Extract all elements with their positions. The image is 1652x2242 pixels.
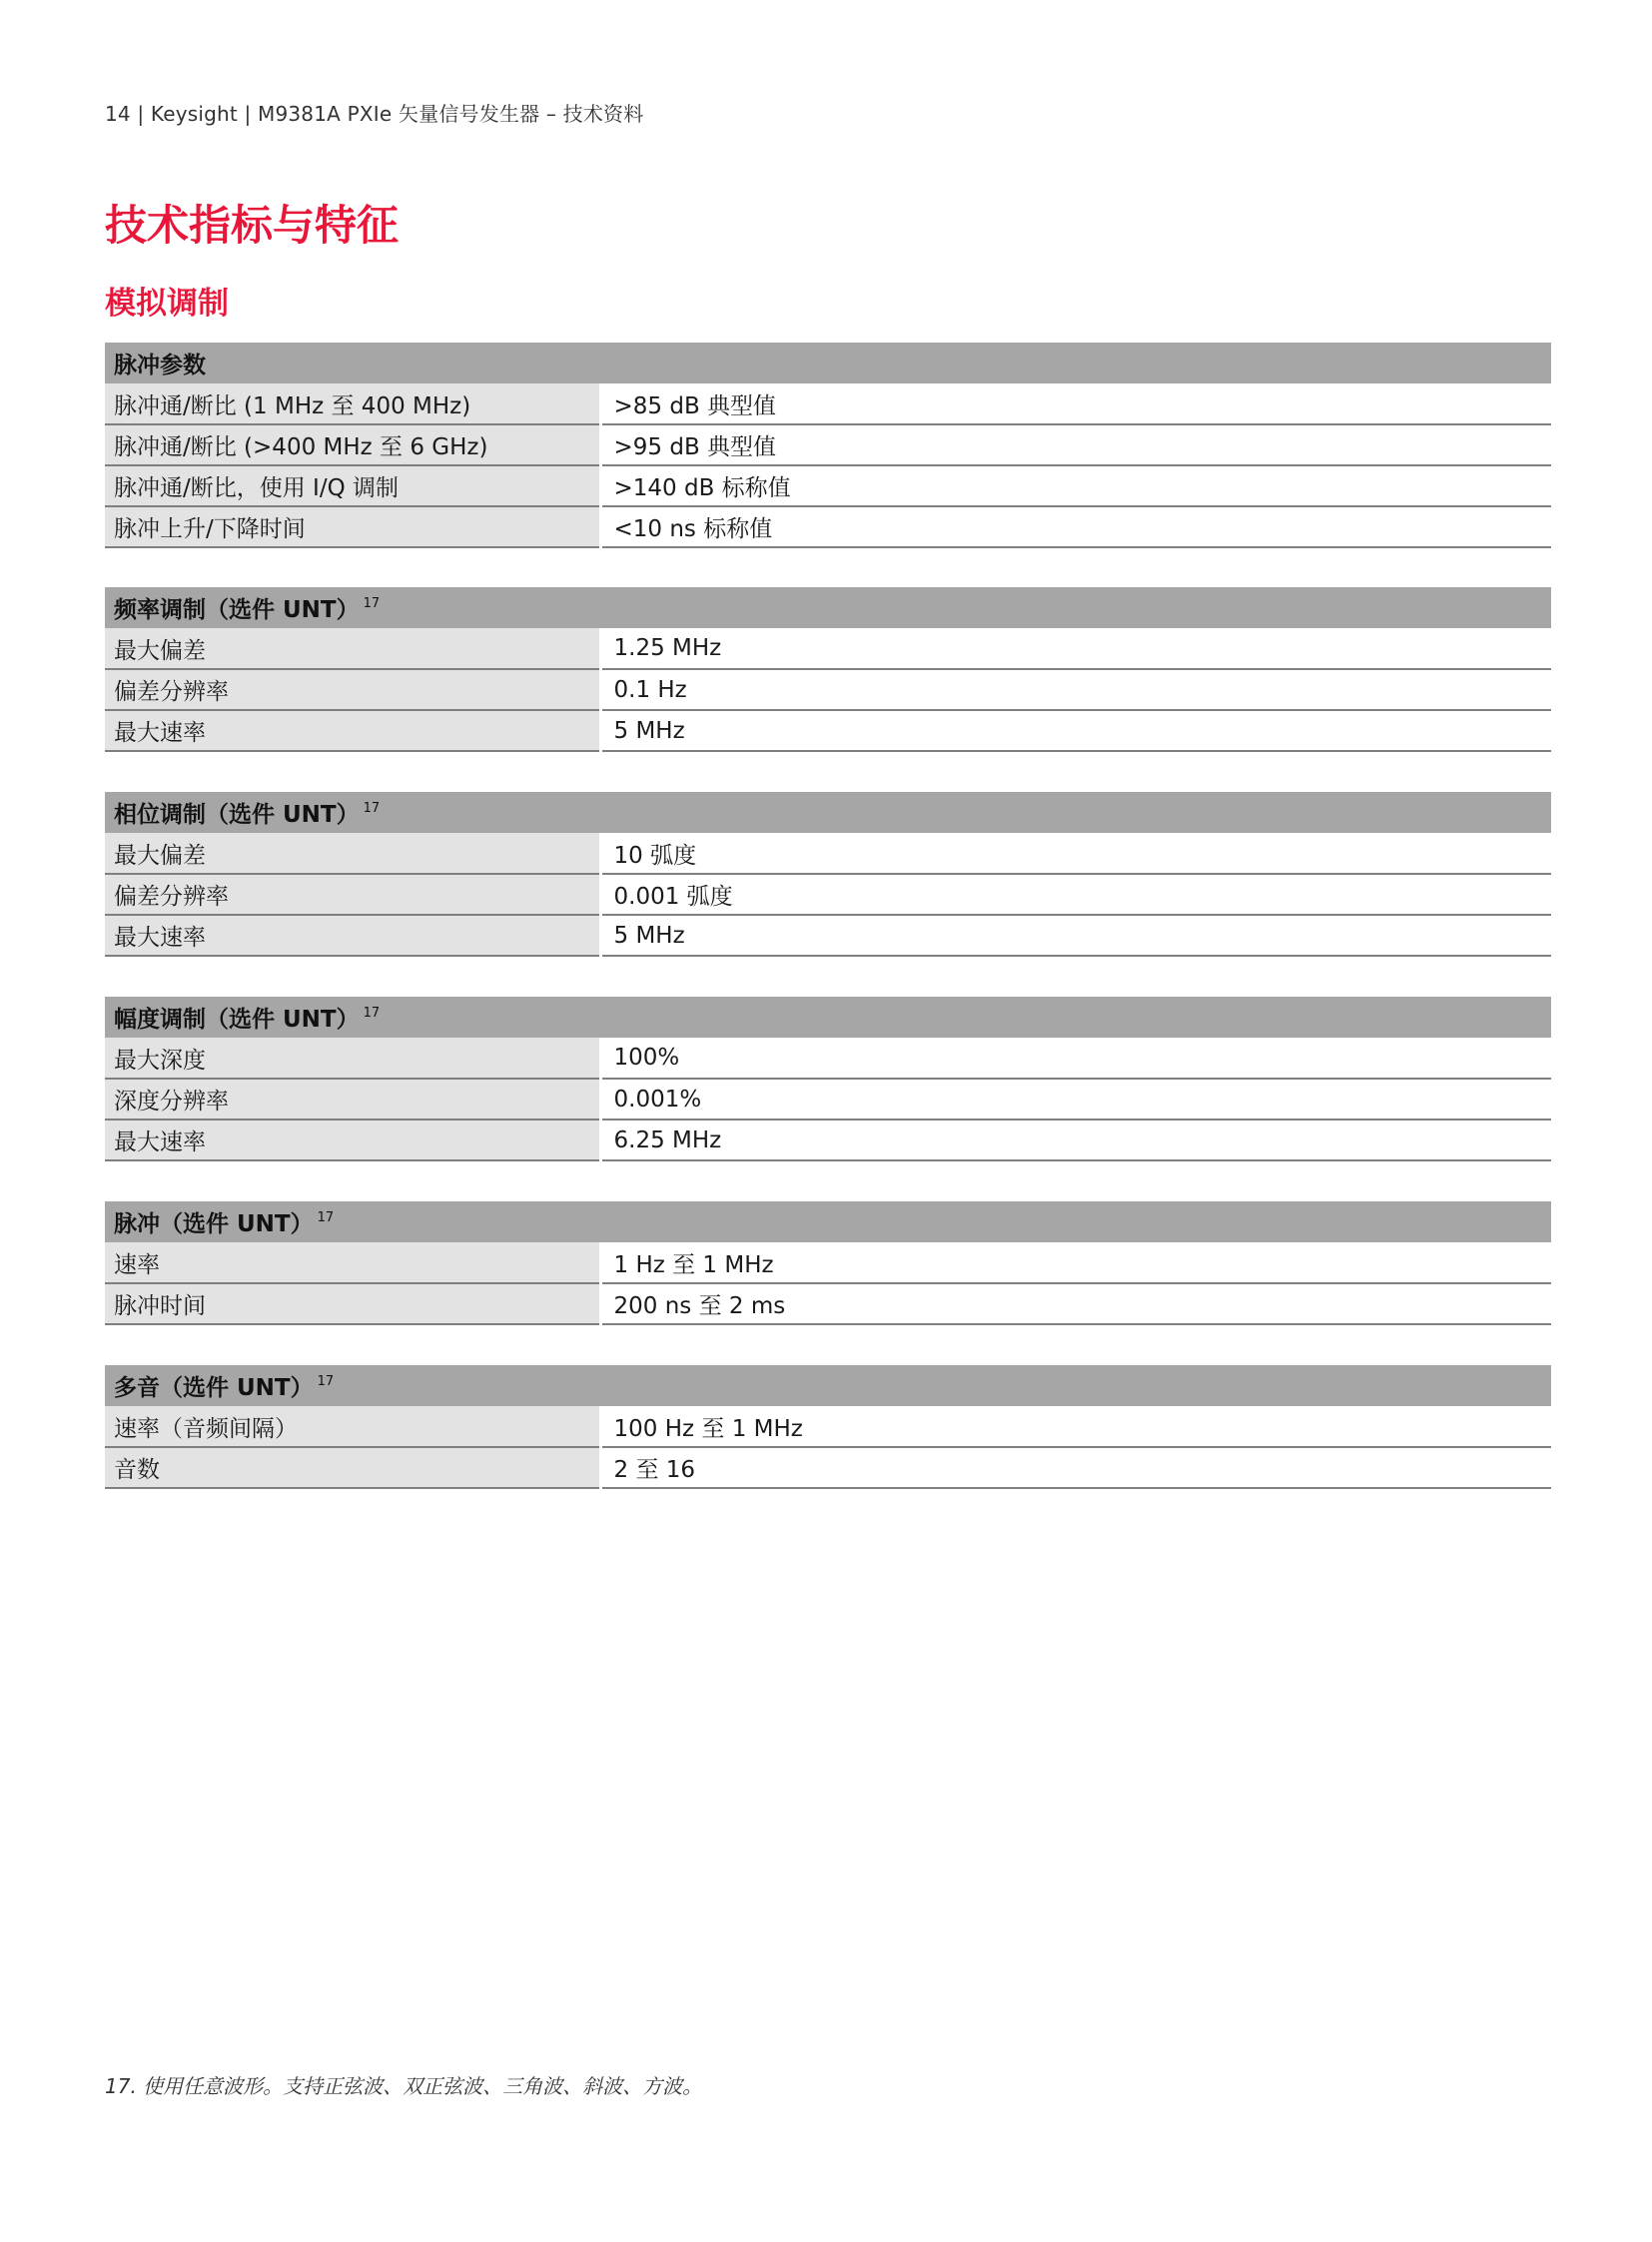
param-cell: 脉冲通/断比，使用 I/Q 调制 [105,465,600,506]
spec-table-multitone [105,1365,1551,1489]
value-cell: <10 ns 标称值 [600,506,1551,547]
value-cell: 100% [600,1038,1551,1079]
footnote-ref: 17 [363,801,381,816]
value-cell: >140 dB 标称值 [600,465,1551,506]
value-cell: >95 dB 典型值 [600,424,1551,465]
value-cell: 100 Hz 至 1 MHz [600,1406,1551,1447]
table-row [105,1120,1551,1160]
spec-table-frequency-modulation [105,587,1551,752]
table-row [105,833,1551,874]
param-cell: 脉冲通/断比 (1 MHz 至 400 MHz) [105,383,600,424]
value-cell: >85 dB 典型值 [600,383,1551,424]
param-cell: 速率（音频间隔） [105,1406,600,1447]
table-header-row [105,1365,1551,1406]
table-header-row [105,792,1551,833]
table-header-label: 频率调制（选件 UNT） [114,597,360,623]
table-row [105,874,1551,915]
value-cell: 1 Hz 至 1 MHz [600,1242,1551,1283]
spec-table-phase-modulation [105,792,1551,957]
param-cell: 最大速率 [105,710,600,751]
table-row [105,1038,1551,1079]
table-row [105,424,1551,465]
table-header-label: 脉冲参数 [114,353,206,378]
value-cell: 10 弧度 [600,833,1551,874]
footnote: 17. 使用任意波形。支持正弦波、双正弦波、三角波、斜波、方波。 [105,2074,703,2098]
table-header-label: 脉冲（选件 UNT） [114,1211,314,1237]
param-cell: 脉冲通/断比 (>400 MHz 至 6 GHz) [105,424,600,465]
table-row [105,915,1551,956]
table-row [105,710,1551,751]
value-cell: 0.1 Hz [600,669,1551,710]
table-row [105,1283,1551,1324]
value-cell: 0.001% [600,1079,1551,1120]
table-row [105,465,1551,506]
param-cell: 速率 [105,1242,600,1283]
param-cell: 最大偏差 [105,833,600,874]
table-header [105,343,1551,383]
table-header-label: 相位调制（选件 UNT） [114,802,360,828]
spec-table-pulse-parameters [105,343,1551,548]
table-header [105,792,1551,833]
page-title: 技术指标与特征 [105,201,400,250]
page-header: 14 | Keysight | M9381A PXIe 矢量信号发生器 – 技术资料 [105,102,644,126]
table-header [105,997,1551,1038]
table-row [105,628,1551,669]
param-cell: 偏差分辨率 [105,874,600,915]
spec-table-amplitude-modulation [105,997,1551,1161]
param-cell: 脉冲上升/下降时间 [105,506,600,547]
table-row [105,1079,1551,1120]
table-row [105,669,1551,710]
value-cell: 5 MHz [600,710,1551,751]
footnote-ref: 17 [317,1374,335,1389]
table-row [105,1242,1551,1283]
param-cell: 最大速率 [105,1120,600,1160]
param-cell: 最大深度 [105,1038,600,1079]
table-header-row [105,1201,1551,1242]
table-header [105,587,1551,628]
table-header-label: 多音（选件 UNT） [114,1375,314,1401]
param-cell: 脉冲时间 [105,1283,600,1324]
param-cell: 最大偏差 [105,628,600,669]
value-cell: 0.001 弧度 [600,874,1551,915]
footnote-ref: 17 [363,596,381,611]
table-header-label: 幅度调制（选件 UNT） [114,1007,360,1033]
table-header-row [105,997,1551,1038]
table-row [105,1447,1551,1488]
param-cell: 音数 [105,1447,600,1488]
value-cell: 6.25 MHz [600,1120,1551,1160]
section-heading: 模拟调制 [105,286,229,322]
value-cell: 2 至 16 [600,1447,1551,1488]
value-cell: 200 ns 至 2 ms [600,1283,1551,1324]
table-row [105,506,1551,547]
table-header [105,1201,1551,1242]
table-header [105,1365,1551,1406]
table-header-row [105,587,1551,628]
footnote-ref: 17 [317,1210,335,1225]
param-cell: 偏差分辨率 [105,669,600,710]
value-cell: 5 MHz [600,915,1551,956]
table-row [105,383,1551,424]
param-cell: 最大速率 [105,915,600,956]
value-cell: 1.25 MHz [600,628,1551,669]
footnote-ref: 17 [363,1006,381,1021]
spec-table-pulse-modulation [105,1201,1551,1325]
table-row [105,1406,1551,1447]
table-header-row [105,343,1551,383]
param-cell: 深度分辨率 [105,1079,600,1120]
